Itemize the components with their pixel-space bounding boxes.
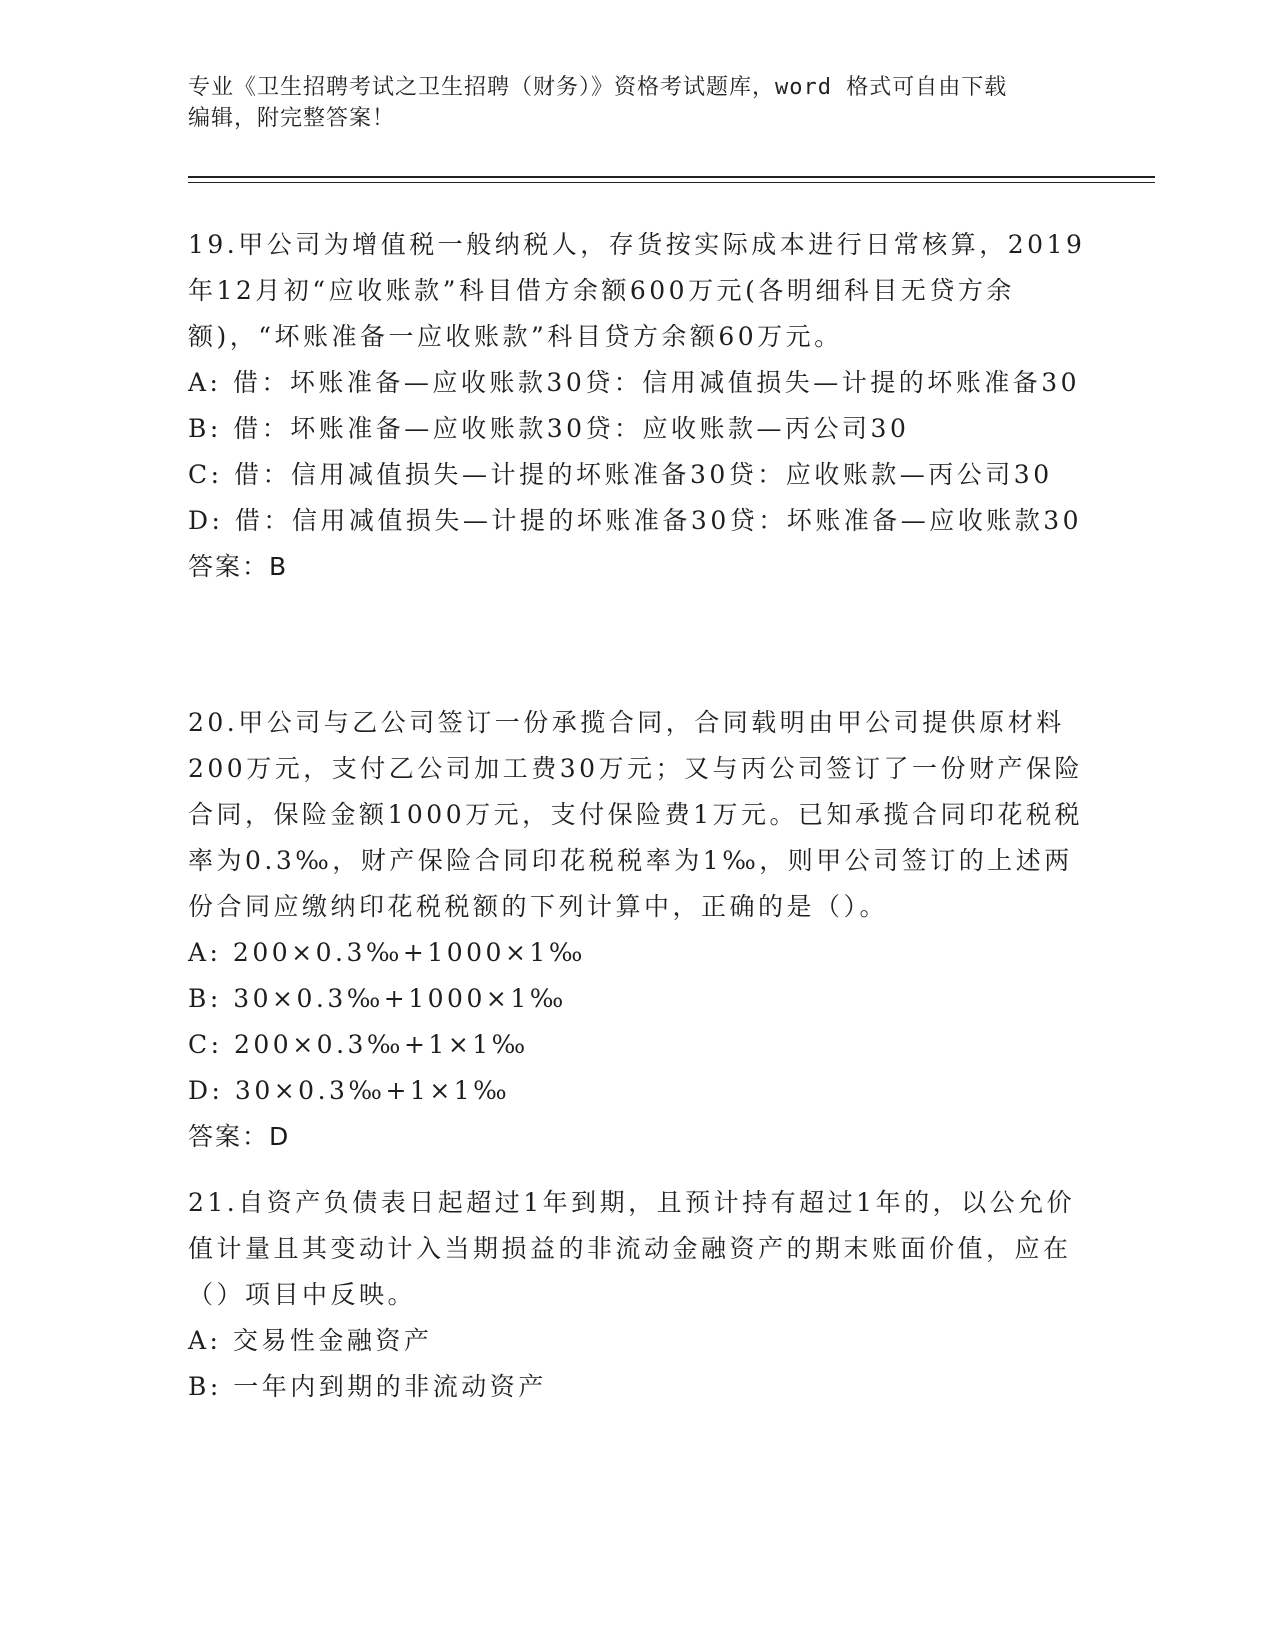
option-a: A: 交易性金融资产 — [188, 1326, 433, 1355]
header-divider-thin — [188, 182, 1155, 183]
document-header — [188, 72, 1068, 134]
question-stem: 19.甲公司为增值税一般纳税人，存货按实际成本进行日常核算，2019年12月初“应收账款”科目借方余额600万元(各明细科目无贷方余额)，“坏账准备一应收账款”科目贷方余额60万元。 — [188, 230, 1086, 351]
header-line-1: 专业《卫生招聘考试之卫生招聘（财务）》资格考试题库，word 格式可自由下载 — [188, 75, 1008, 100]
option-a: A: 借：坏账准备—应收账款30贷：信用减值损失—计提的坏账准备30 — [188, 368, 1081, 397]
question-19 — [188, 222, 1088, 590]
option-b: B: 30×0.3‰+1000×1‰ — [188, 984, 567, 1013]
option-a: A: 200×0.3‰+1000×1‰ — [188, 938, 586, 967]
option-b: B: 一年内到期的非流动资产 — [188, 1372, 547, 1401]
answer-line: 答案：B — [188, 552, 289, 581]
question-21 — [188, 1180, 1088, 1410]
header-divider-thick — [188, 176, 1155, 178]
question-20 — [188, 700, 1088, 1160]
answer-line: 答案：D — [188, 1122, 291, 1151]
option-c: C: 借：信用减值损失—计提的坏账准备30贷：应收账款—丙公司30 — [188, 460, 1053, 489]
question-stem: 21.自资产负债表日起超过1年到期，且预计持有超过1年的，以公允价值计量且其变动计入当期损益的非流动金融资产的期末账面价值，应在（）项目中反映。 — [188, 1188, 1076, 1309]
option-d: D: 借：信用减值损失—计提的坏账准备30贷：坏账准备—应收账款30 — [188, 506, 1083, 535]
question-stem: 20.甲公司与乙公司签订一份承揽合同，合同载明由甲公司提供原材料200万元，支付乙公司加工费30万元；又与丙公司签订了一份财产保险合同，保险金额1000万元，支付保险费1万元。已知承揽合同印花税税率为0.3‰，财产保险合同印花税税率为1‰，则甲公司签订的上述两份合同应缴纳印花税税额的下列计算中，正确的是（）。 — [188, 708, 1084, 921]
option-c: C: 200×0.3‰+1×1‰ — [188, 1030, 529, 1059]
option-b: B: 借：坏账准备—应收账款30贷：应收账款—丙公司30 — [188, 414, 910, 443]
option-d: D: 30×0.3‰+1×1‰ — [188, 1076, 511, 1105]
header-line-2: 编辑，附完整答案！ — [188, 106, 396, 131]
